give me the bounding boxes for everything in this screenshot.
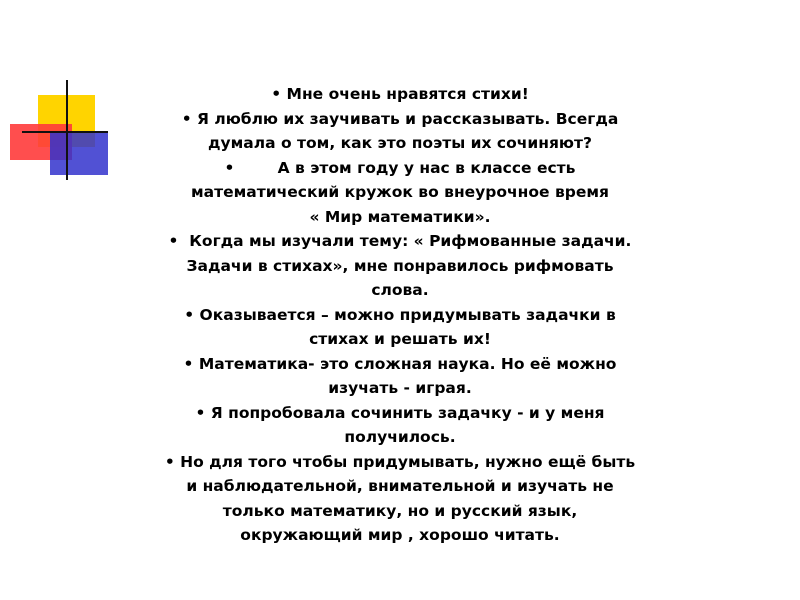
text-line: и наблюдательной, внимательной и изучать не bbox=[186, 477, 614, 495]
text-line: • Когда мы изучали тему: « Рифмованные задачи. bbox=[168, 232, 632, 250]
slide-body-text bbox=[110, 82, 690, 548]
text-line: окружающий мир , хорошо читать. bbox=[240, 526, 560, 544]
text-line: « Мир математики». bbox=[309, 207, 491, 226]
text-line: • Я попробовала сочинить задачку - и у меня bbox=[195, 403, 605, 422]
text-line: изучать - играя. bbox=[328, 379, 472, 397]
text-line: стихах и решать их! bbox=[309, 330, 491, 348]
text-line: • Но для того чтобы придумывать, нужно ещё быть bbox=[164, 452, 636, 471]
horizontal-line bbox=[22, 131, 108, 133]
text-line: только математику, но и русский язык, bbox=[222, 501, 578, 520]
text-line: • Оказывается – можно придумывать задачки в bbox=[184, 305, 616, 324]
text-line: • Математика- это сложная наука. Но её можно bbox=[183, 354, 617, 373]
text-line: думала о том, как это поэты их сочиняют? bbox=[208, 134, 592, 152]
text-line: • Мне очень нравятся стихи! bbox=[271, 85, 529, 103]
text-line: получилось. bbox=[344, 428, 456, 446]
text-line: • Я люблю их заучивать и рассказывать. Всегда bbox=[181, 109, 619, 128]
blue-square bbox=[50, 133, 108, 175]
text-line: Задачи в стихах», мне понравилось рифмовать bbox=[186, 256, 614, 275]
text-line: • А в этом году у нас в классе есть bbox=[224, 158, 576, 177]
vertical-line bbox=[66, 80, 68, 180]
text-line: слова. bbox=[371, 281, 429, 299]
text-line: математический кружок во внеурочное время bbox=[191, 183, 609, 201]
